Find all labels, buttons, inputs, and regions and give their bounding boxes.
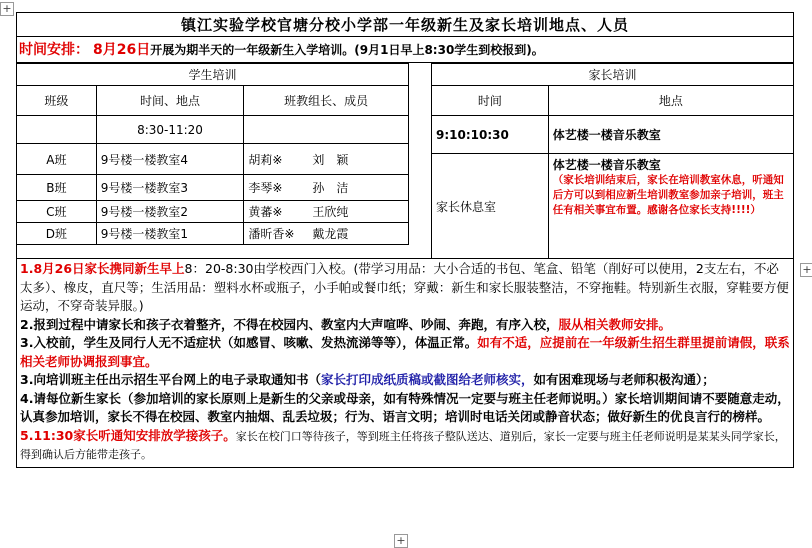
- col-parent-time: 时间: [432, 86, 549, 116]
- notice-4: 3.向培训班主任出示招生平台网上的电子录取通知书（家长打印成纸质稿或截图给老师核实，如有困难现场与老师积极沟通）；: [20, 372, 715, 387]
- class-b-place: 9号楼一楼教室3: [96, 175, 244, 201]
- schedule-tail: 。(9月1日早上8:30学生到校报到)。: [342, 43, 544, 57]
- parent-session-time: 9:10:10:30: [432, 116, 549, 154]
- schedule-line: [17, 37, 793, 63]
- student-time: 8:30-11:20: [96, 116, 244, 144]
- parent-training-table: [431, 63, 794, 259]
- schedule-bold: 一年级新生入学培训: [234, 43, 343, 57]
- parent-rest-place: 体艺楼一楼音乐教室: [552, 158, 661, 172]
- student-heading: 学生培训: [17, 64, 409, 86]
- notice-6: 5.11:30家长听通知安排放学接孩子。家长在校门口等待孩子，等到班主任将孩子整队送达、道别后，家长一定要与班主任老师说明是某某头同学家长，得到确认后方能带走孩子。: [20, 427, 786, 461]
- class-a: A班: [17, 144, 97, 175]
- document-title: 镇江实验学校官塘分校小学部一年级新生及家长培训地点、人员: [17, 13, 793, 37]
- class-a-place: 9号楼一楼教室4: [96, 144, 244, 175]
- col-time-place: 时间、地点: [96, 86, 244, 116]
- student-training-table: [16, 63, 409, 245]
- add-row-handle-icon[interactable]: +: [394, 534, 408, 548]
- parent-rest-room: 家长休息室: [432, 154, 549, 259]
- class-a-members: 胡莉※ 刘 颖: [244, 144, 409, 175]
- notice-2: 2.报到过程中请家长和孩子衣着整齐，不得在校园内、教室内大声喧哗、吵闹、奔跑，有序入校，服从相关教师安排。: [20, 316, 671, 332]
- class-b-members: 李琴※ 孙 洁: [244, 175, 409, 201]
- parent-session-place: 体艺楼一楼音乐教室: [548, 116, 793, 154]
- schedule-date: 8月26日: [93, 42, 151, 58]
- notice-3: 3.入校前，学生及同行人无不适症状（如感冒、咳嗽、发热流涕等等），体温正常。如有不适，应提前在一年级新生招生群里提前请假，联系相关老师协调报到事宜。: [20, 335, 790, 369]
- class-b: B班: [17, 175, 97, 201]
- schedule-label: 时间安排：: [19, 42, 89, 58]
- notice-list: [17, 259, 793, 467]
- document-table: [16, 12, 794, 468]
- class-d-members: 潘昕香※ 戴龙霞: [244, 223, 409, 245]
- class-c-members: 黄蕃※ 王欣纯: [244, 201, 409, 223]
- col-members: 班教组长、成员: [244, 86, 409, 116]
- parent-rest-cell: [548, 154, 793, 259]
- class-d-place: 9号楼一楼教室1: [96, 223, 244, 245]
- class-c: C班: [17, 201, 97, 223]
- class-d: D班: [17, 223, 97, 245]
- class-c-place: 9号楼一楼教室2: [96, 201, 244, 223]
- col-parent-place: 地点: [548, 86, 793, 116]
- notice-1: 1.8月26日家长携同新生早上8：20-8:30由学校西门入校。(带学习用品：大小合适的书包、笔盒、铅笔（削好可以使用，2支左右，不必太多）、橡皮，直尺等；生活用品：塑料水杯或瓶子，小手帕或餐巾纸；穿戴：新生和家长服装整洁，不穿拖鞋。特别新生衣服，穿鞋要方便运动，不穿奇装异服。): [20, 261, 789, 313]
- add-column-handle-icon[interactable]: +: [800, 263, 812, 277]
- table-move-handle-icon[interactable]: +: [0, 2, 14, 16]
- column-gap: [409, 63, 431, 258]
- training-grid: [17, 63, 793, 259]
- parent-rest-note: （家长培训结束后，家长在培训教室休息，听通知后方可以到相应新生培训教室参加亲子培训，班主任有相关事宜布置。感谢各位家长支持!!!!）: [552, 174, 784, 216]
- notice-5: 4.请每位新生家长（参加培训的家长原则上是新生的父亲或母亲，如有特殊情况一定要与班主任老师说明。）家长培训期间请不要随意走动，认真参加培训，家长不得在校园、教室内抽烟、乱丢垃圾；行为、语言文明；培训时电话关闭或静音状态；做好新生的优良言行的榜样。: [20, 390, 790, 424]
- parent-heading: 家长培训: [432, 64, 794, 86]
- schedule-middle: 开展为期半天的: [150, 43, 235, 57]
- col-class: 班级: [17, 86, 97, 116]
